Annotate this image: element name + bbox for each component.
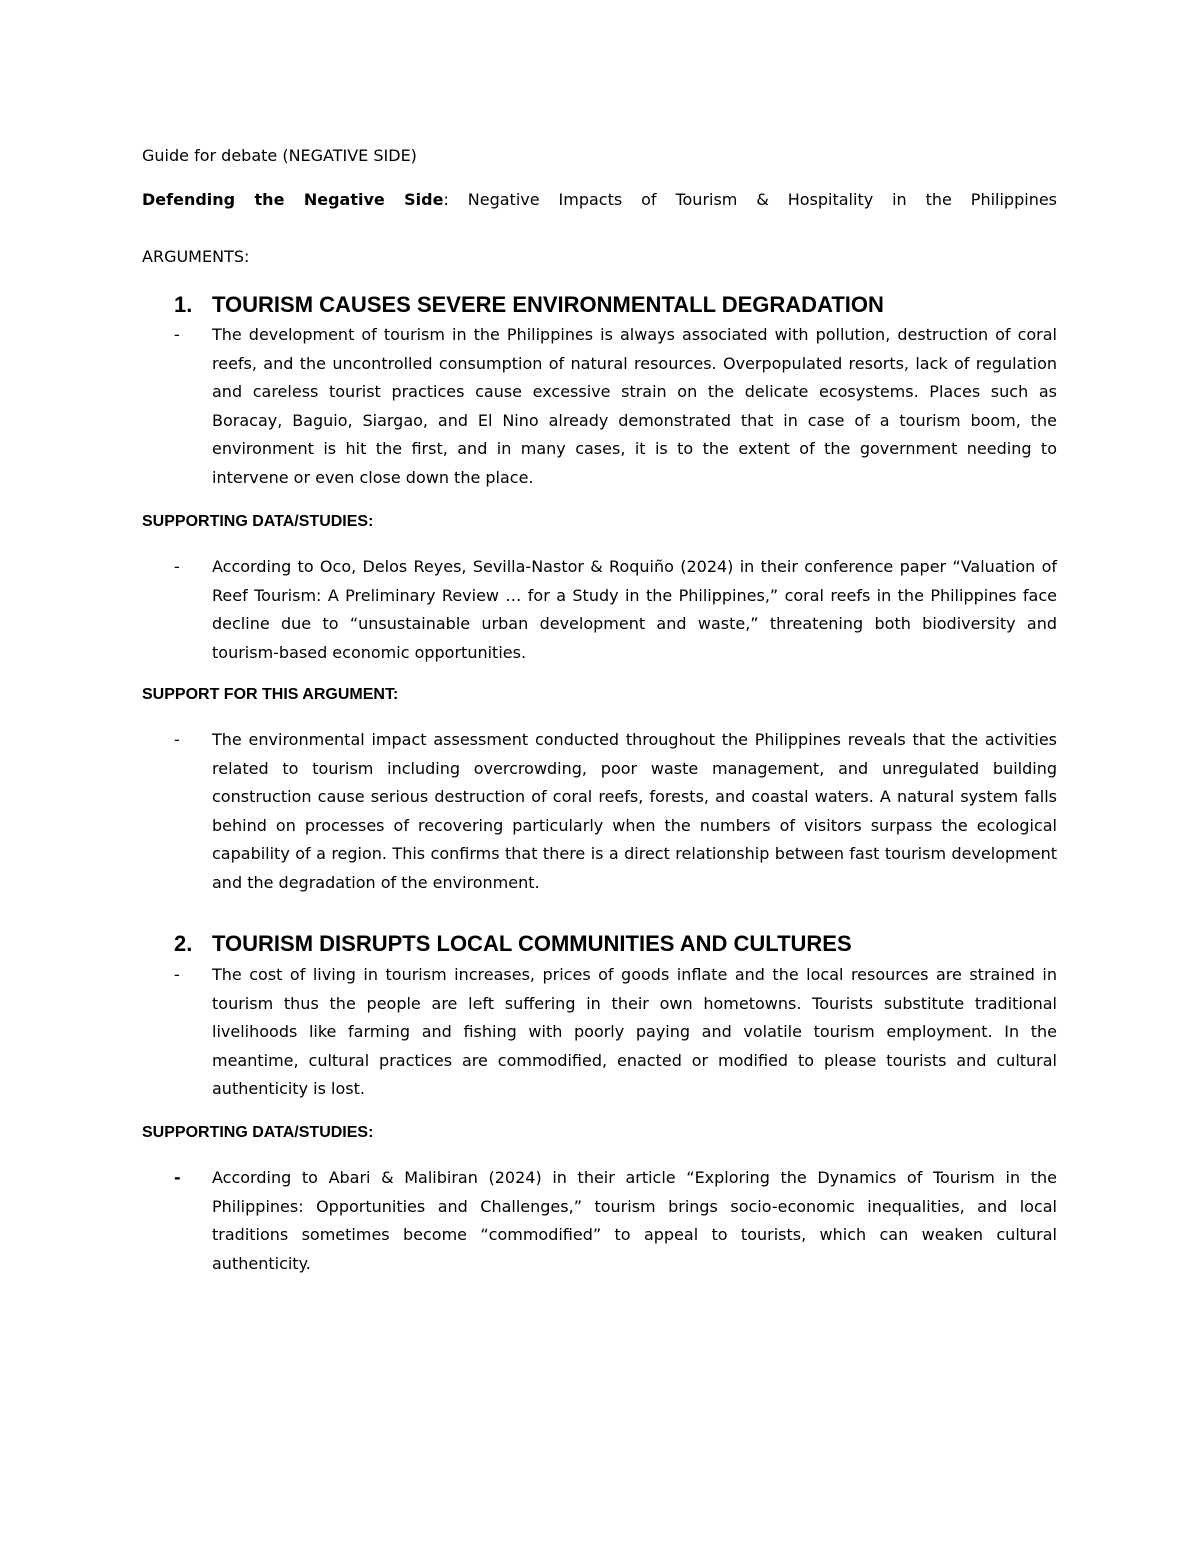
argument-2-supporting-text: According to Abari & Malibiran (2024) in their article “Exploring the Dynamics of Tourism in the Philippines: Opportunities and Challenges,” tourism brings socio-economic inequalities, and local traditions sometimes become “commodified” to appeal to tourists, which can weaken cultural authenticity. [212,1168,1057,1273]
subtitle-rest: : Negative Impacts of Tourism & Hospitality in the Philippines [443,190,1058,209]
argument-1-title: TOURISM CAUSES SEVERE ENVIRONMENTALL DEGRADATION [212,292,884,317]
argument-2-supporting-label: SUPPORTING DATA/STUDIES: [142,1124,374,1141]
argument-1-supporting-label: SUPPORTING DATA/STUDIES: [142,513,374,530]
argument-1-support-text: The environmental impact assessment conducted throughout the Philippines reveals that the activities related to tourism including overcrowding, poor waste management, and unregulated building construction cause serious destruction of coral reefs, forests, and coastal waters. A natural system falls behind on processes of recovering particularly when the numbers of visitors surpass the ecological capability of a region. This confirms that there is a direct relationship between fast tourism development and the degradation of the environment. [212,730,1057,892]
argument-1-body: The development of tourism in the Philippines is always associated with pollution, destruction of coral reefs, and the uncontrolled consumption of natural resources. Overpopulated resorts, lack of regulation and careless tourist practices cause excessive strain on the delicate ecosystems. Places such as Boracay, Baguio, Siargao, and El Nino already demonstrated that in case of a tourism boom, the environment is hit the first, and in many cases, it is to the extent of the government needing to intervene or even close down the place. [212,325,1057,487]
bullet-dash: - [174,730,180,749]
bullet-dash: - [174,965,180,984]
document-title: Guide for debate (NEGATIVE SIDE) [142,146,417,165]
argument-2-title: TOURISM DISRUPTS LOCAL COMMUNITIES AND CULTURES [212,931,852,956]
argument-1-support-label: SUPPORT FOR THIS ARGUMENT: [142,686,399,703]
argument-2-body: The cost of living in tourism increases, prices of goods inflate and the local resources are strained in tourism thus the people are left suffering in their own hometowns. Tourists substitute traditional livelihoods like farming and fishing with poorly paying and volatile tourism employment. In the meantime, cultural practices are commodified, enacted or modified to please tourists and cultural authenticity is lost. [212,965,1057,1098]
bullet-dash: - [174,325,180,344]
document-subtitle [142,189,1057,211]
argument-1-number: 1. [174,292,193,317]
subtitle-bold: Defending the Negative Side [142,190,444,209]
argument-1-supporting-text: According to Oco, Delos Reyes, Sevilla-Nastor & Roquiño (2024) in their conference paper “Valuation of Reef Tourism: A Preliminary Review … for a Study in the Philippines,” coral reefs in the Philippines face decline due to “unsustainable urban development and waste,” threatening both biodiversity and tourism-based economic opportunities. [212,557,1057,662]
bullet-dash: - [174,557,180,576]
argument-2-number: 2. [174,931,193,956]
arguments-label: ARGUMENTS: [142,247,250,266]
bullet-dash: - [174,1168,181,1187]
